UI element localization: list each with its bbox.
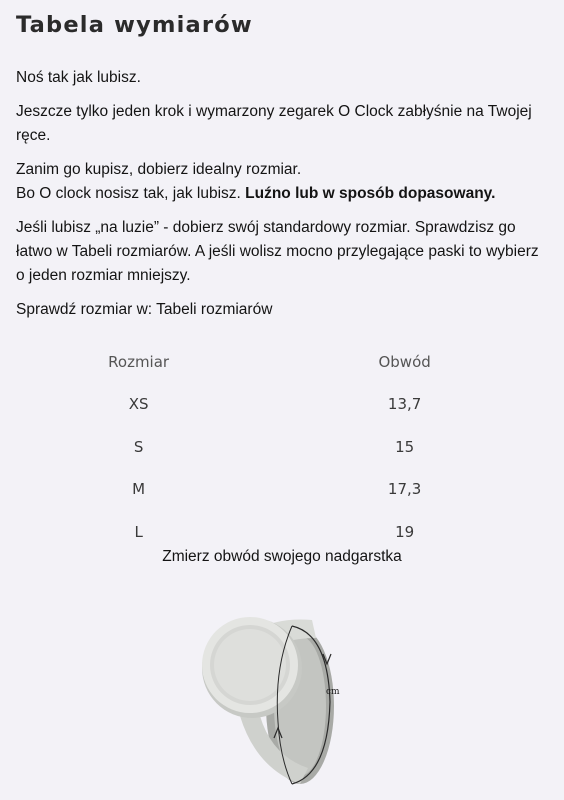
intro-emphasis: Luźno lub w sposób dopasowany. bbox=[245, 185, 496, 202]
size-cell: S bbox=[133, 437, 144, 456]
intro-sentence: Bo O clock nosisz tak, jak lubisz. bbox=[16, 185, 246, 202]
measure-caption: Zmierz obwód swojego nadgarstka bbox=[162, 548, 402, 565]
column-header-circumference: Obwód bbox=[378, 352, 431, 371]
column-header-size: Rozmiar bbox=[108, 352, 170, 371]
intro-text bbox=[16, 66, 548, 322]
unit-label: cm bbox=[326, 687, 340, 697]
table-header-row bbox=[16, 340, 548, 383]
circumference-cell: 19 bbox=[395, 522, 415, 541]
intro-sentence: Zanim go kupisz, dobierz idealny rozmiar. bbox=[16, 161, 302, 178]
circumference-cell: 15 bbox=[395, 437, 415, 456]
intro-paragraph bbox=[16, 158, 548, 206]
table-row bbox=[16, 383, 548, 426]
watch-dial bbox=[214, 629, 286, 701]
size-cell: L bbox=[134, 522, 143, 541]
size-table bbox=[16, 340, 548, 553]
size-cell: XS bbox=[128, 395, 149, 414]
circumference-cell: 13,7 bbox=[387, 395, 422, 414]
table-row bbox=[16, 426, 548, 469]
intro-paragraph: Jeszcze tylko jeden krok i wymarzony zegarek O Clock zabłyśnie na Twojej ręce. bbox=[16, 103, 532, 144]
size-cell: M bbox=[132, 480, 146, 499]
intro-paragraph: Sprawdź rozmiar w: Tabeli rozmiarów bbox=[16, 301, 273, 318]
intro-paragraph: Noś tak jak lubisz. bbox=[16, 69, 141, 86]
circumference-cell: 17,3 bbox=[387, 480, 422, 499]
table-row bbox=[16, 468, 548, 511]
watch-measurement-illustration bbox=[196, 598, 366, 786]
page-title: Tabela wymiarów bbox=[16, 12, 253, 38]
intro-paragraph: Jeśli lubisz „na luzie” - dobierz swój standardowy rozmiar. Sprawdzisz go łatwo w Tabeli rozmiarów. A jeśli wolisz mocno przylegające paski to wybierz o jeden rozmiar mniejszy. bbox=[16, 219, 539, 284]
